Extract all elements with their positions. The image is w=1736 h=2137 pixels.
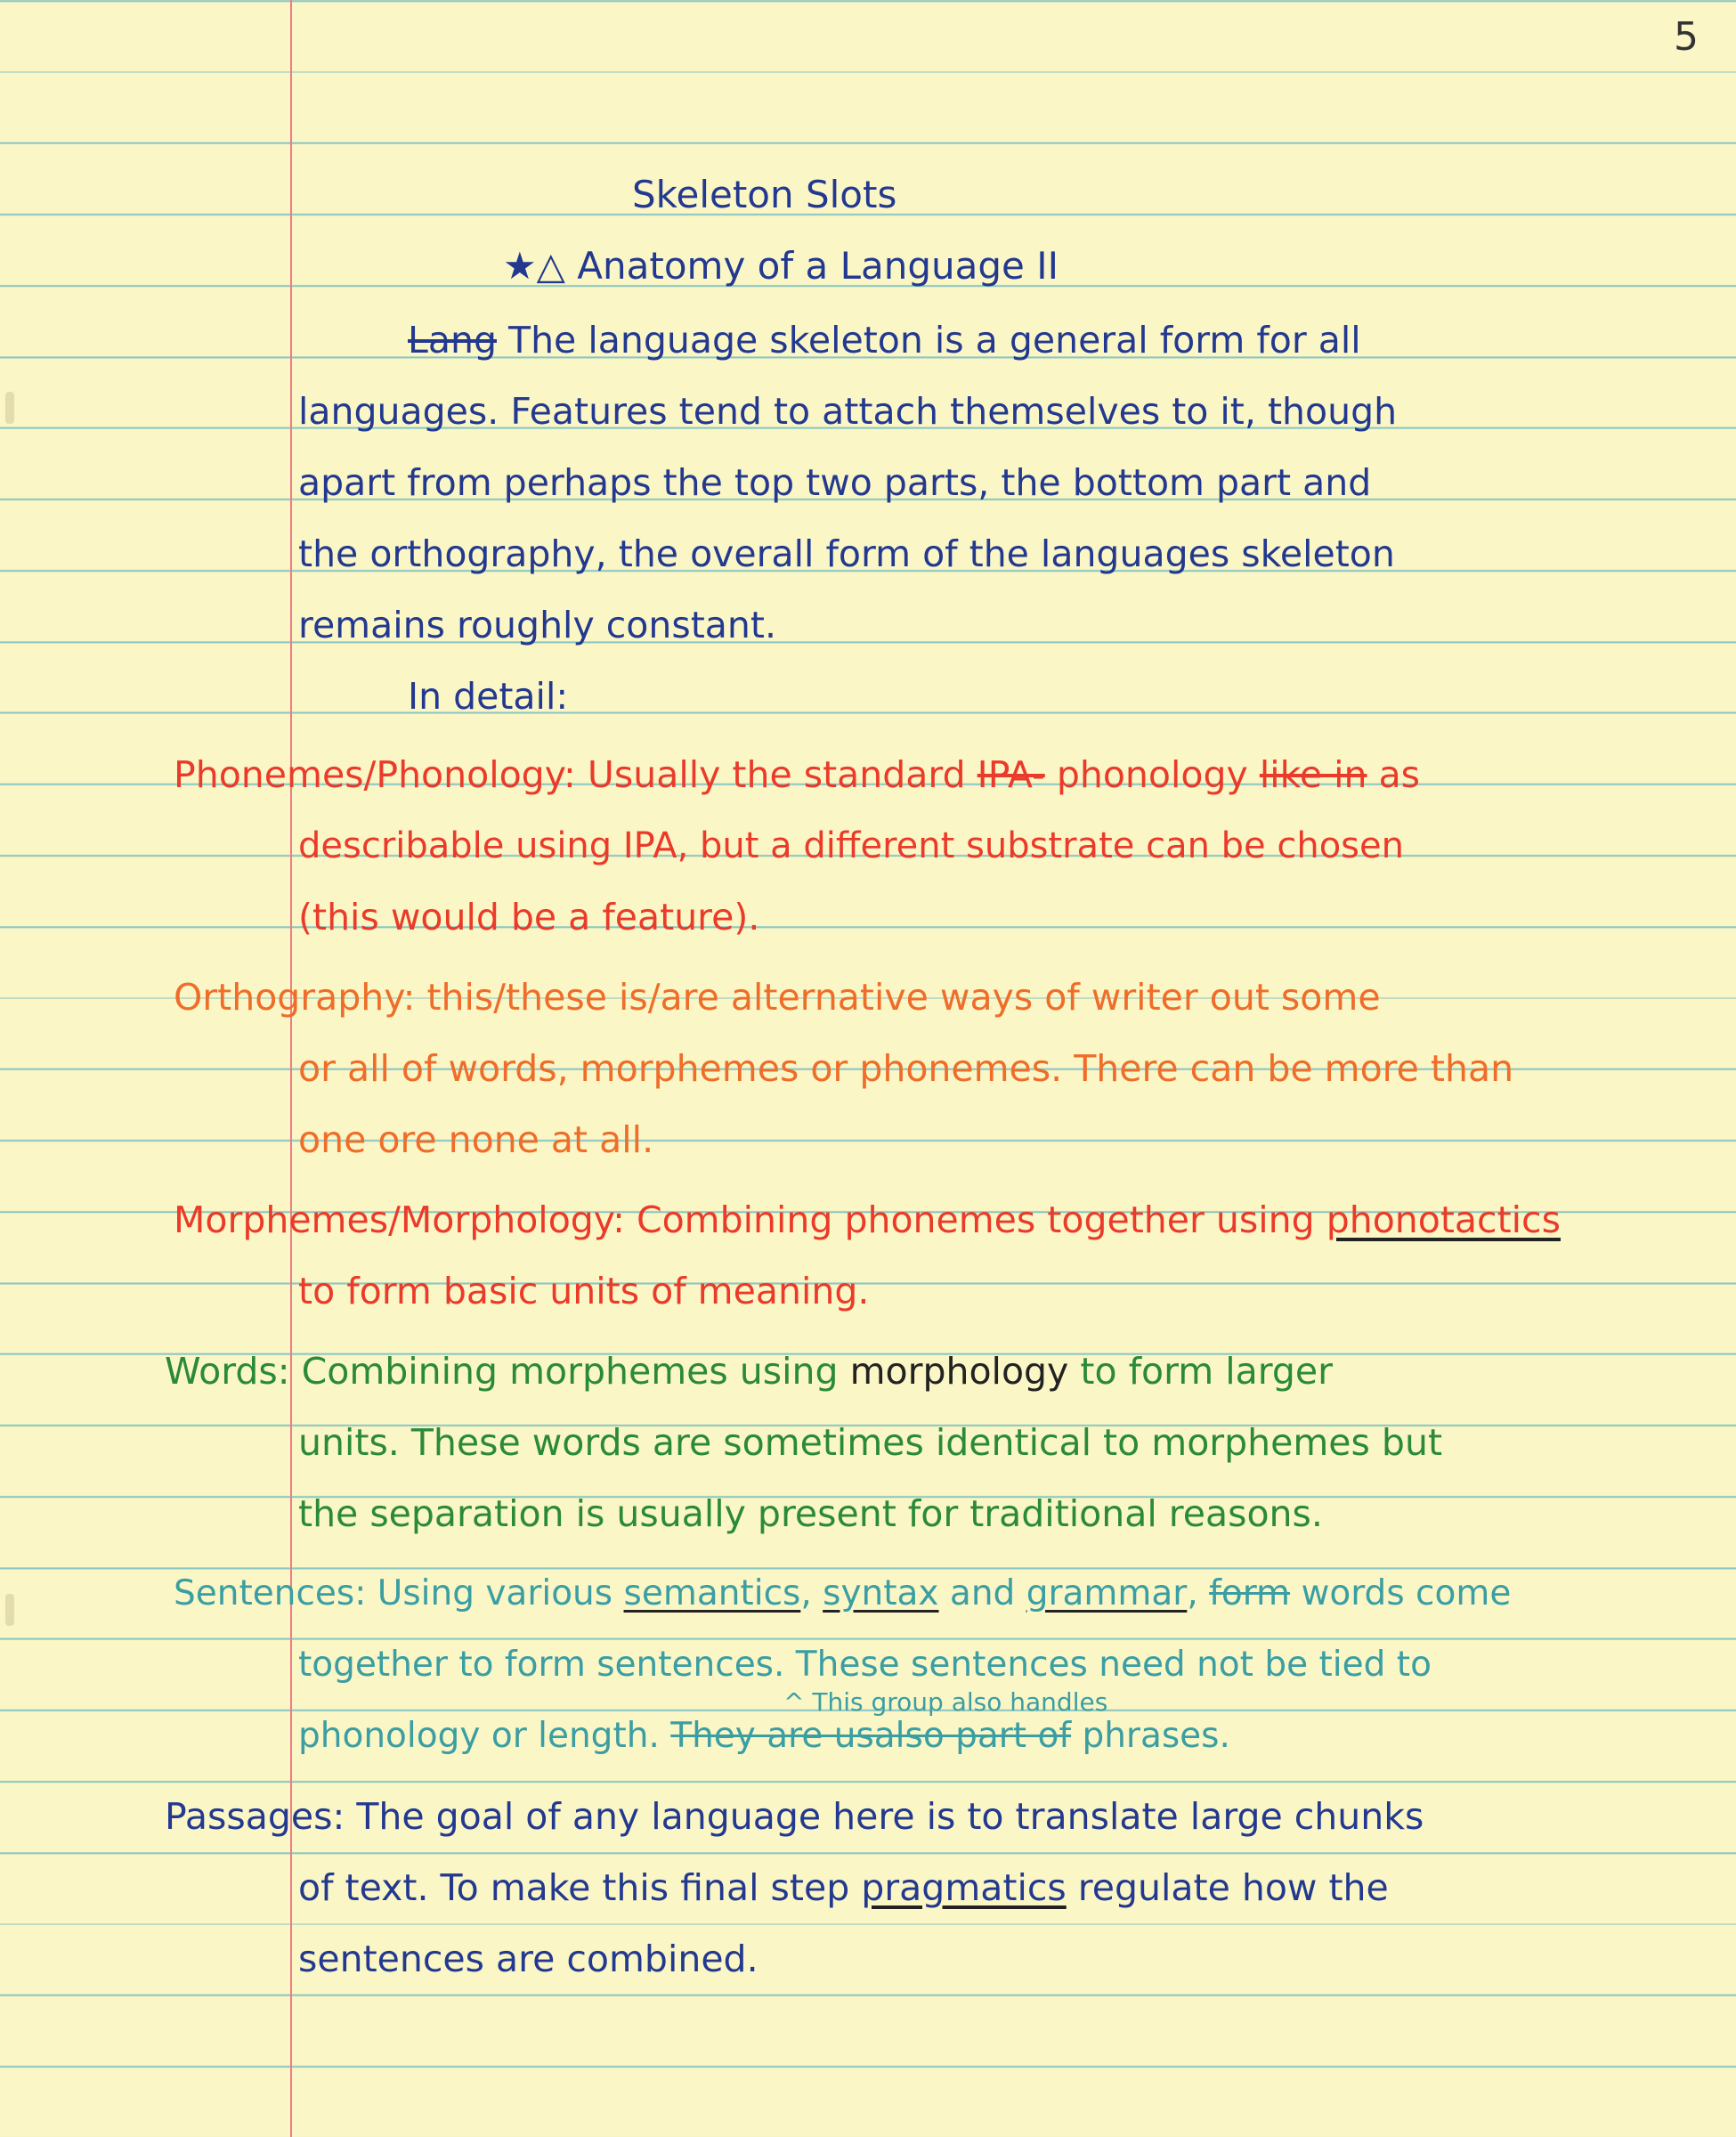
passages-line: [165, 1795, 1424, 1838]
words-text: Combining morphemes using: [301, 1350, 839, 1393]
caret-icon: ^: [783, 1687, 805, 1717]
words-label: Words:: [165, 1350, 290, 1393]
page-number: 5: [1674, 14, 1699, 60]
orthography-label: Orthography:: [174, 976, 416, 1019]
underlined-term: phonotactics: [1326, 1199, 1561, 1241]
binder-hole: [5, 392, 14, 424]
sentences-text: phrases.: [1082, 1716, 1230, 1756]
words-line: units. These words are sometimes identical to morphemes but: [298, 1421, 1443, 1464]
underlined-term: grammar: [1026, 1573, 1188, 1613]
orthography-text: this/these is/are alternative ways of writer out some: [426, 976, 1381, 1019]
words-text: to form larger: [1080, 1350, 1333, 1393]
phonemes-text: Usually the standard: [587, 753, 966, 796]
sentences-text: phonology or length.: [298, 1716, 660, 1756]
struck-word: like in: [1259, 753, 1367, 796]
phonemes-line: (this would be a feature).: [298, 896, 760, 938]
sentences-line: Sentences: Using various semantics, syntax and grammar, form words come: [174, 1573, 1512, 1613]
words-term: morphology: [849, 1350, 1069, 1393]
passages-label: Passages:: [165, 1795, 345, 1838]
phonemes-label: Phonemes/Phonology:: [174, 753, 576, 796]
orthography-line: [174, 976, 1381, 1019]
phonemes-text: phonology: [1056, 753, 1248, 796]
intro-text: The language skeleton is a general form for all: [508, 319, 1361, 362]
passages-text: regulate how the: [1077, 1866, 1389, 1909]
sentences-label: Sentences:: [174, 1573, 367, 1613]
passages-line: [298, 1866, 1389, 1909]
struck-word: IPA-: [977, 753, 1045, 796]
sentences-text: and: [949, 1573, 1016, 1613]
morphemes-text: Combining phonemes together using: [636, 1199, 1315, 1241]
underlined-term: semantics: [623, 1573, 801, 1613]
intro-line: remains roughly constant.: [298, 604, 777, 646]
insertion-text: This group also handles: [812, 1687, 1108, 1717]
intro-line: apart from perhaps the top two parts, the bottom part and: [298, 461, 1372, 504]
passages-text: of text. To make this final step: [298, 1866, 850, 1909]
orthography-line: one ore none at all.: [298, 1118, 654, 1161]
sentences-text: words come: [1301, 1573, 1512, 1613]
struck-word: They are usalso part of: [670, 1716, 1072, 1756]
phonemes-line: [174, 753, 1421, 796]
intro-line: the orthography, the overall form of the languages skeleton: [298, 532, 1395, 575]
phonemes-text: as: [1378, 753, 1421, 796]
intro-line: languages. Features tend to attach themselves to it, though: [298, 390, 1398, 433]
insertion-note: [783, 1687, 1108, 1717]
orthography-line: or all of words, morphemes or phonemes. There can be more than: [298, 1047, 1514, 1090]
underlined-term: pragmatics: [861, 1866, 1067, 1909]
sentences-line: [298, 1716, 1230, 1756]
passages-text: The goal of any language here is to translate large chunks: [356, 1795, 1424, 1838]
morphemes-line: [174, 1199, 1561, 1241]
words-line: [165, 1350, 1333, 1393]
binder-hole: [5, 1594, 14, 1626]
struck-word: Lang: [408, 319, 497, 362]
page-subtitle: ★△ Anatomy of a Language II: [503, 244, 1059, 288]
morphemes-label: Morphemes/Morphology:: [174, 1199, 625, 1241]
in-detail-heading: In detail:: [408, 675, 569, 718]
passages-line: sentences are combined.: [298, 1938, 758, 1980]
intro-line: [408, 319, 1361, 362]
words-line: the separation is usually present for traditional reasons.: [298, 1492, 1323, 1535]
sentences-line: together to form sentences. These sentences need not be tied to: [298, 1645, 1432, 1685]
phonemes-line: describable using IPA, but a different substrate can be chosen: [298, 825, 1404, 866]
struck-word: form: [1209, 1573, 1291, 1613]
page-title: Skeleton Slots: [632, 173, 897, 216]
morphemes-line: to form basic units of meaning.: [298, 1270, 870, 1312]
underlined-term: syntax: [823, 1573, 939, 1613]
sentences-text: Using various: [377, 1573, 613, 1613]
